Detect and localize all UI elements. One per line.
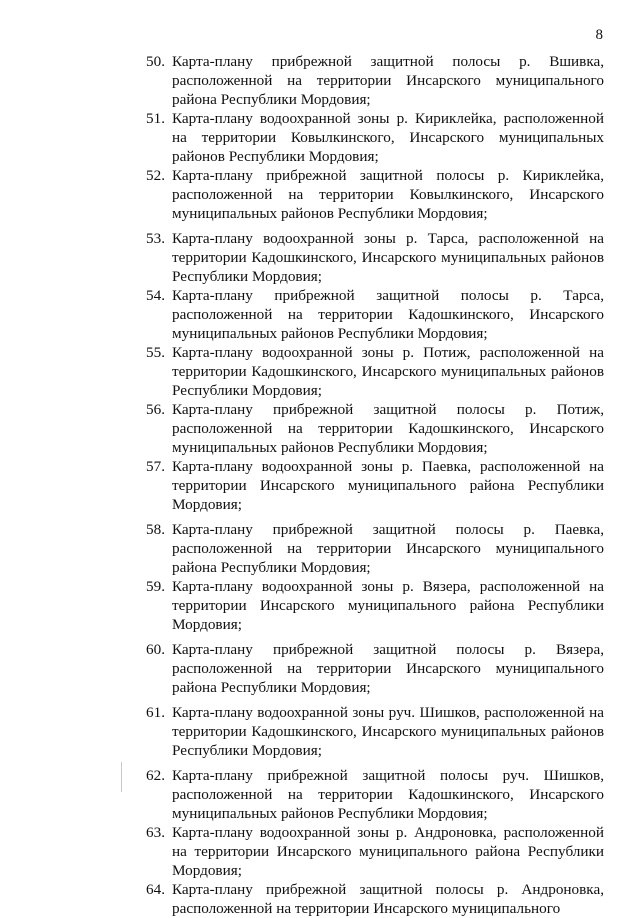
- item-number: 56.: [146, 401, 165, 418]
- list-item: [146, 286, 604, 343]
- list-item: [146, 166, 604, 223]
- item-number: 62.: [146, 767, 165, 784]
- page-number: 8: [595, 27, 603, 43]
- item-number: 61.: [146, 704, 165, 721]
- item-number: 64.: [146, 881, 165, 898]
- item-number: 53.: [146, 230, 165, 247]
- item-text: Карта-плану водоохранной зоны р. Потиж, расположенной на территории Кадошкинского, Инсарского муниципальных районов Республики Мордовия;: [172, 344, 604, 399]
- list-item: [146, 577, 604, 634]
- item-text: Карта-плану прибрежной защитной полосы р. Кириклейка, расположенной на территории Ковылкинского, Инсарского муниципальных районов Республики Мордовия;: [172, 167, 604, 222]
- item-text: Карта-плану прибрежной защитной полосы р. Паевка, расположенной на территории Инсарского муниципального района Республики Мордовия;: [172, 521, 604, 576]
- item-text: Карта-плану водоохранной зоны руч. Шишков, расположенной на территории Кадошкинского, Инсарского муниципальных районов Республики Мордовия;: [172, 704, 604, 759]
- list-item: [146, 520, 604, 577]
- item-text: Карта-плану водоохранной зоны р. Паевка, расположенной на территории Инсарского муниципального района Республики Мордовия;: [172, 458, 604, 513]
- list-item: [146, 52, 604, 109]
- list-item: [146, 457, 604, 514]
- item-text: Карта-плану прибрежной защитной полосы р. Андроновка, расположенной на территории Инсарского муниципального: [172, 881, 604, 917]
- item-number: 55.: [146, 344, 165, 361]
- item-text: Карта-плану прибрежной защитной полосы р. Потиж, расположенной на территории Кадошкинского, Инсарского муниципальных районов Республики Мордовия;: [172, 401, 604, 456]
- item-number: 51.: [146, 110, 165, 127]
- list-item: [146, 703, 604, 760]
- item-text: Карта-плану прибрежной защитной полосы р. Тарса, расположенной на территории Кадошкинского, Инсарского муниципальных районов Республики Мордовия;: [172, 287, 604, 342]
- item-text: Карта-плану прибрежной защитной полосы руч. Шишков, расположенной на территории Кадошкинского, Инсарского муниципальных районов Республики Мордовия;: [172, 767, 604, 822]
- list-item: [146, 640, 604, 697]
- list-item: [146, 823, 604, 880]
- item-number: 59.: [146, 578, 165, 595]
- item-text: Карта-плану прибрежной защитной полосы р. Вшивка, расположенной на территории Инсарского муниципального района Республики Мордовия;: [172, 53, 604, 108]
- list-item: [146, 880, 604, 918]
- map-plan-list: [146, 52, 604, 918]
- item-text: Карта-плану прибрежной защитной полосы р. Вязера, расположенной на территории Инсарского муниципального района Республики Мордовия;: [172, 641, 604, 696]
- item-number: 54.: [146, 287, 165, 304]
- margin-scan-mark: [121, 762, 122, 792]
- list-item: [146, 400, 604, 457]
- item-number: 58.: [146, 521, 165, 538]
- list-item: [146, 343, 604, 400]
- item-text: Карта-плану водоохранной зоны р. Вязера, расположенной на территории Инсарского муниципального района Республики Мордовия;: [172, 578, 604, 633]
- item-text: Карта-плану водоохранной зоны р. Андроновка, расположенной на территории Инсарского муниципального района Республики Мордовия;: [172, 824, 604, 879]
- item-number: 60.: [146, 641, 165, 658]
- item-number: 52.: [146, 167, 165, 184]
- list-item: [146, 109, 604, 166]
- item-number: 57.: [146, 458, 165, 475]
- item-text: Карта-плану водоохранной зоны р. Тарса, расположенной на территории Кадошкинского, Инсарского муниципальных районов Республики Мордовия;: [172, 230, 604, 285]
- item-number: 63.: [146, 824, 165, 841]
- item-number: 50.: [146, 53, 165, 70]
- list-item: [146, 229, 604, 286]
- item-text: Карта-плану водоохранной зоны р. Кириклейка, расположенной на территории Ковылкинского, Инсарского муниципальных районов Республики Мордовия;: [172, 110, 604, 165]
- list-item: [146, 766, 604, 823]
